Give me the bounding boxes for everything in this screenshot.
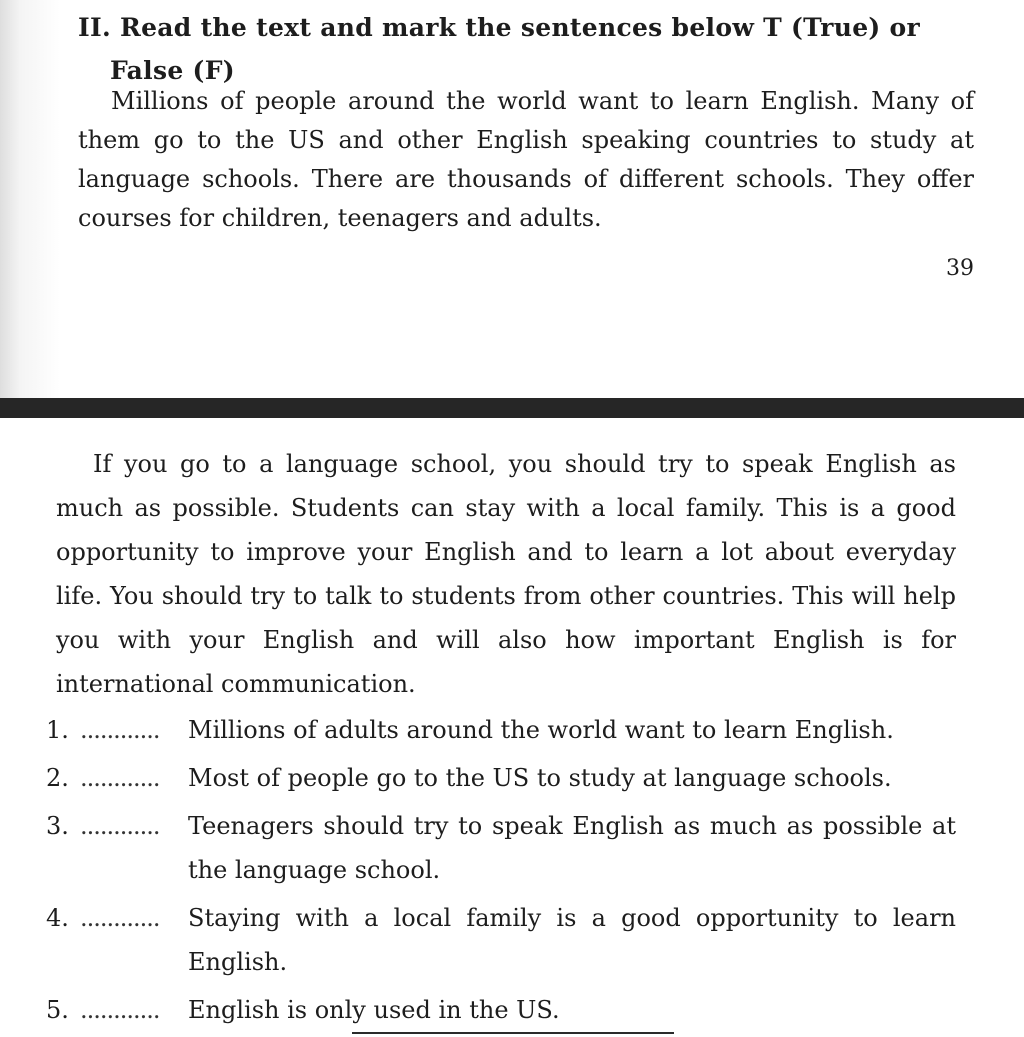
statement-list — [46, 708, 966, 1036]
statement-text: English is only used in the US. — [188, 996, 560, 1024]
statement-item — [46, 756, 966, 800]
statement-item — [46, 988, 966, 1032]
exercise-number: II. — [78, 13, 111, 42]
underline-mark — [352, 1032, 674, 1034]
page-divider — [0, 398, 1024, 418]
statement-item — [46, 708, 966, 752]
statement-number: 4. — [46, 904, 69, 932]
statement-item — [46, 896, 966, 984]
answer-blank[interactable]: ............ — [80, 764, 160, 792]
answer-blank[interactable]: ............ — [80, 904, 160, 932]
exercise-heading — [78, 6, 978, 92]
answer-blank[interactable]: ............ — [80, 996, 160, 1024]
page-number: 39 — [946, 256, 974, 281]
statement-number: 5. — [46, 996, 69, 1024]
statement-text: Most of people go to the US to study at language schools. — [188, 764, 892, 792]
exercise-instruction: Read the text and mark the sentences below T (True) or — [120, 13, 920, 42]
statement-number: 3. — [46, 812, 69, 840]
reading-paragraph-1: Millions of people around the world want to learn English. Many of them go to the US and other English speaking countries to study at language schools. There are thousands of different schools. They offer courses for children, teenagers and adults. — [78, 87, 974, 232]
statement-text: Staying with a local family is a good opportunity to learn English. — [188, 904, 956, 976]
answer-blank[interactable]: ............ — [80, 716, 160, 744]
statement-text: Teenagers should try to speak English as much as possible at the language school. — [188, 812, 956, 884]
upper-page — [0, 0, 1024, 398]
statement-number: 1. — [46, 716, 69, 744]
reading-paragraph-2: If you go to a language school, you should try to speak English as much as possible. Students can stay with a local family. This is a good opportunity to improve your English and to learn a lot about everyday life. You should try to talk to students from other countries. This will help you with your English and will also how important English is for international communication. — [56, 450, 956, 698]
statement-item — [46, 804, 966, 892]
answer-blank[interactable]: ............ — [80, 812, 160, 840]
statement-text: Millions of adults around the world want to learn English. — [188, 716, 894, 744]
exercise-instruction-continuation: False (F) — [110, 56, 235, 85]
statement-number: 2. — [46, 764, 69, 792]
